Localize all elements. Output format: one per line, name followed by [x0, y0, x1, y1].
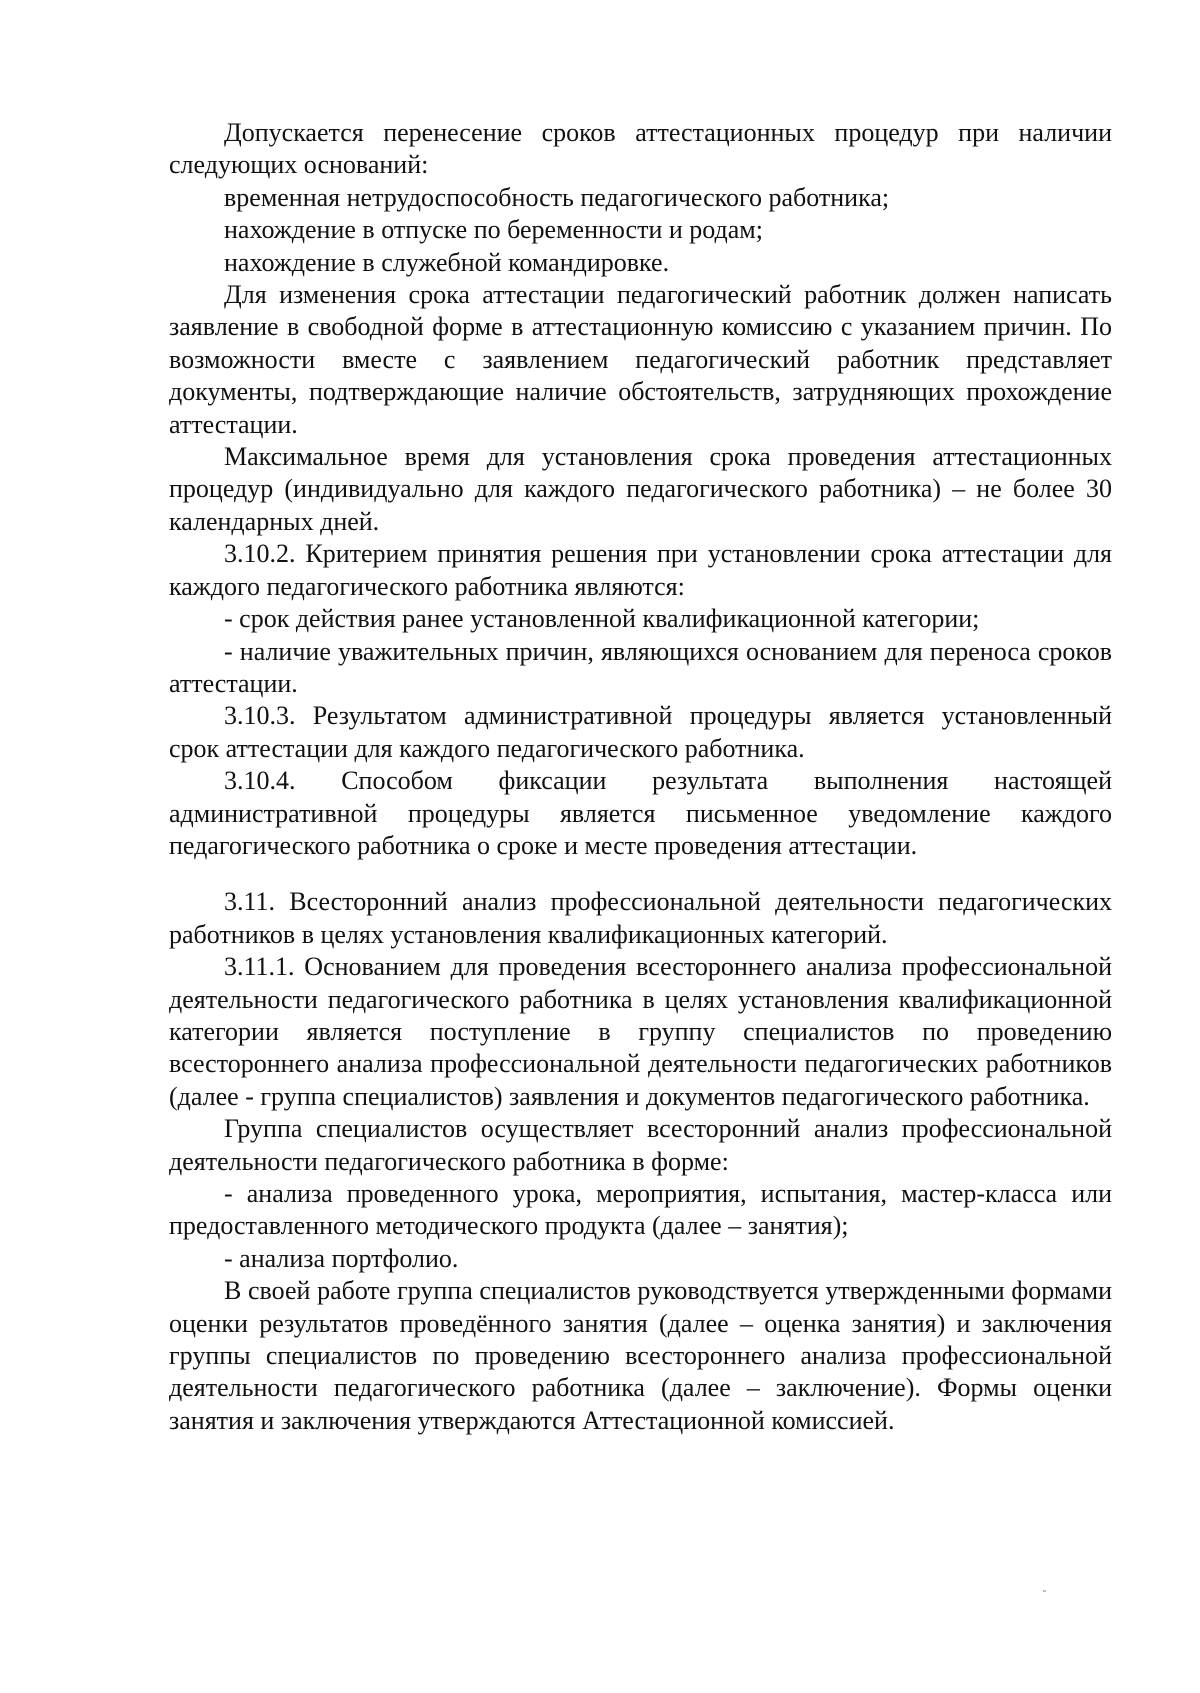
scan-speck: [1043, 1590, 1046, 1592]
paragraph-change-request: Для изменения срока аттестации педагогический работник должен написать заявление в свободной форме в аттестационную комиссию с указанием причин. По возможности вместе с заявлением педагогический работник представляет документы, подтверждающие наличие обстоятельств, затрудняющих прохождение аттестации.: [169, 280, 1112, 439]
list-item-illness: временная нетрудоспособность педагогического работника;: [224, 182, 890, 212]
paragraph-3-10-2: 3.10.2. Критерием принятия решения при установлении срока аттестации для каждого педагогического работника являются:: [169, 539, 1112, 601]
paragraph-3-11-1: 3.11.1. Основанием для проведения всестороннего анализа профессиональной деятельности педагогического работника в целях установления квалификационной категории является поступление в группу специалистов по проведению всестороннего анализа профессиональной деятельности педагогических работников (далее - группа специалистов) заявления и документов педагогического работника.: [169, 952, 1112, 1111]
section-heading-3-11: 3.11. Всесторонний анализ профессиональной деятельности педагогических работников в целях установления квалификационных категорий.: [169, 887, 1112, 949]
list-item-category-validity: - срок действия ранее установленной квалификационной категории;: [224, 604, 980, 634]
list-item-business-trip: нахождение в служебной командировке.: [224, 247, 670, 277]
list-item-valid-reasons: - наличие уважительных причин, являющихся основанием для переноса сроков аттестации.: [169, 636, 1112, 698]
paragraph-3-10-4: 3.10.4. Способом фиксации результата выполнения настоящей административной процедуры является письменное уведомление каждого педагогического работника о сроке и месте проведения аттестации.: [169, 766, 1112, 860]
list-item-portfolio-analysis: - анализа портфолио.: [224, 1243, 459, 1273]
paragraph-specialist-group: Группа специалистов осуществляет всесторонний анализ профессиональной деятельности педагогического работника в форме:: [169, 1114, 1112, 1176]
paragraph-3-10-3: 3.10.3. Результатом административной процедуры является установленный срок аттестации для каждого педагогического работника.: [169, 701, 1112, 763]
paragraph-maximum-time: Максимальное время для установления срока проведения аттестационных процедур (индивидуально для каждого педагогического работника) – не более 30 календарных дней.: [169, 442, 1112, 536]
paragraph-evaluation-forms: В своей работе группа специалистов руководствуется утвержденными формами оценки результатов проведённого занятия (далее – оценка занятия) и заключения группы специалистов по проведению всестороннего анализа профессиональной деятельности педагогического работника (далее – заключение). Формы оценки занятия и заключения утверждаются Аттестационной комиссией.: [169, 1276, 1112, 1435]
list-item-maternity-leave: нахождение в отпуске по беременности и родам;: [224, 215, 763, 245]
paragraph-postponement-grounds: Допускается перенесение сроков аттестационных процедур при наличии следующих оснований:: [169, 118, 1112, 180]
list-item-lesson-analysis: - анализа проведенного урока, мероприятия, испытания, мастер-класса или предоставленного методического продукта (далее – занятия);: [169, 1179, 1112, 1241]
document-body: [169, 117, 1112, 1437]
